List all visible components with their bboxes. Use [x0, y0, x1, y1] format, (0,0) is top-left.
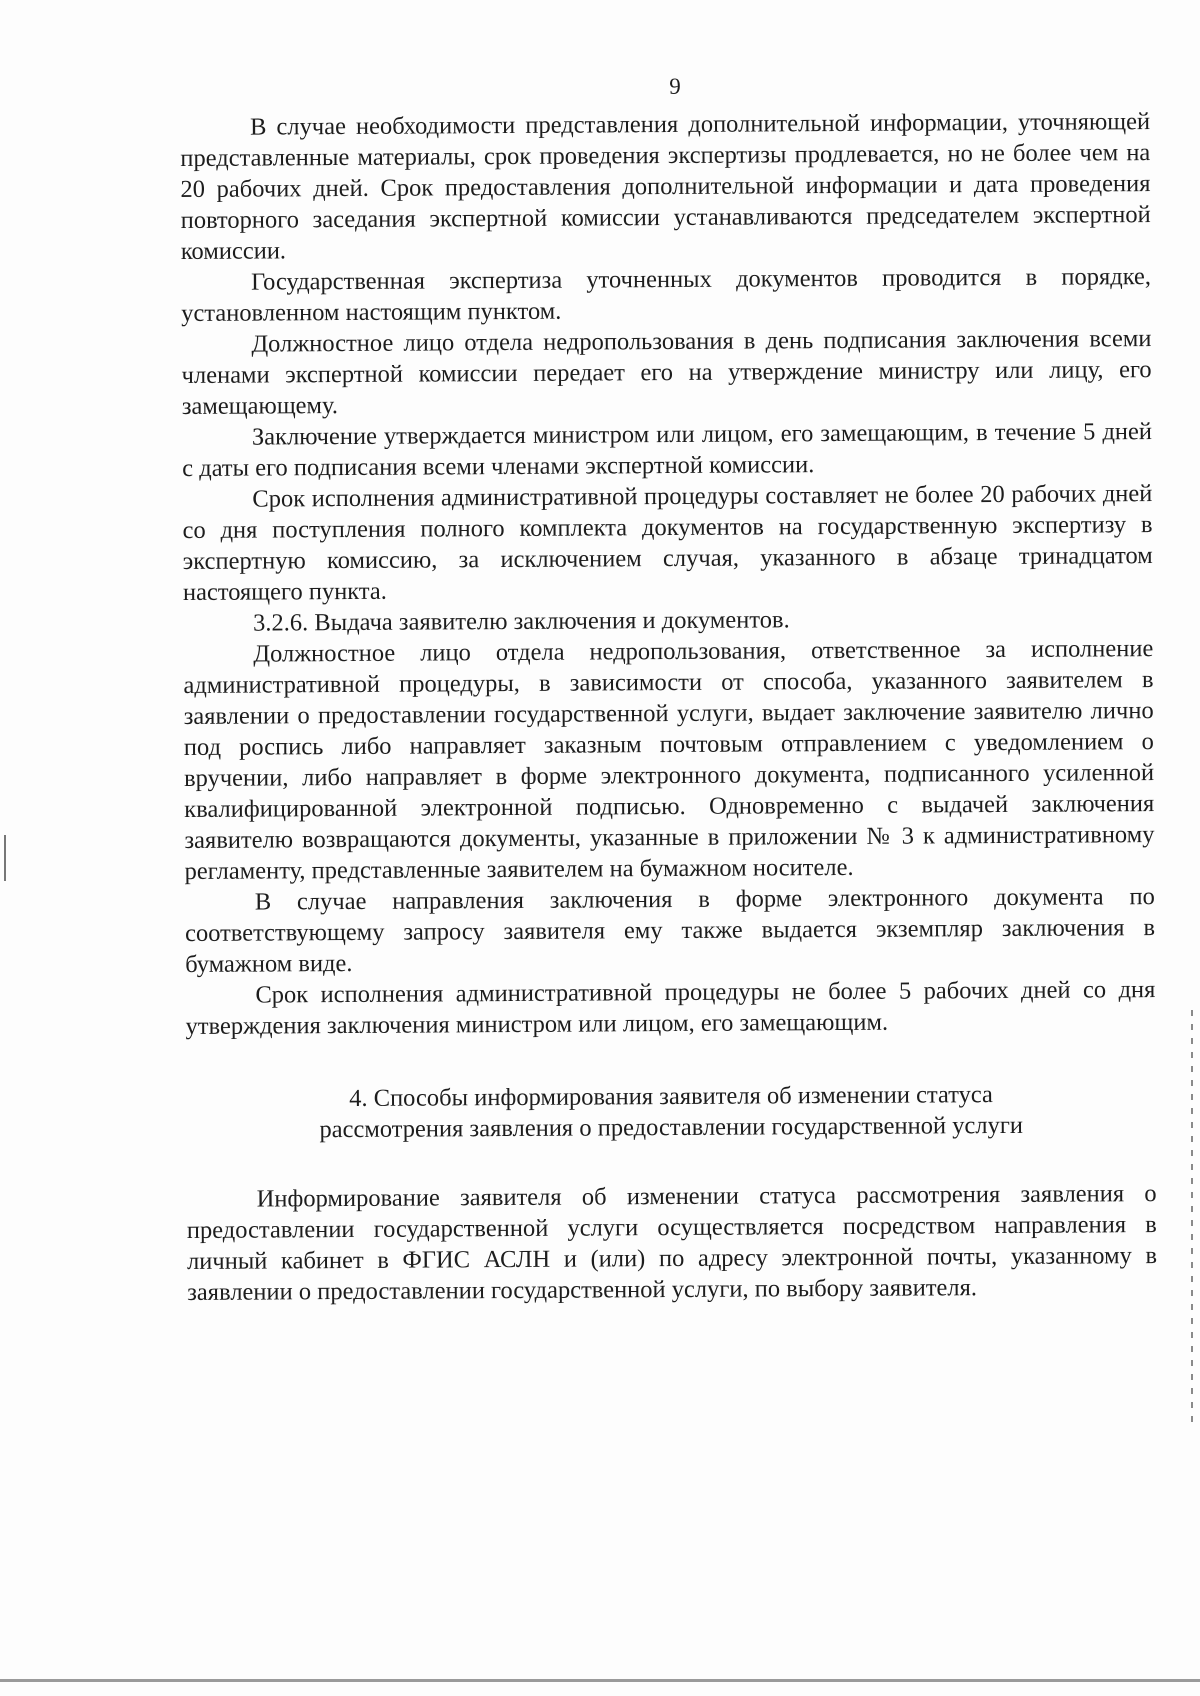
paragraph-approval: Заключение утверждается министром или лицом, его замещающим, в течение 5 дней с даты его подписания всеми членами экспертной комиссии.: [182, 418, 1153, 482]
paragraph-subsection-3-2-6: 3.2.6. Выдача заявителю заключения и документов.: [253, 606, 790, 637]
paragraph-official-transfer: Должностное лицо отдела недропользования в день подписания заключения всеми членами экспертной комиссии передает его на утверждение министру или лицу, его замещающему.: [181, 325, 1152, 420]
paragraph-issuance-term: Срок исполнения административной процедуры не более 5 рабочих дней со дня утверждения заключения министром или лицом, его замещающим.: [185, 976, 1156, 1040]
page-number: 9: [669, 74, 681, 99]
paragraph-additional-info: В случае необходимости представления дополнительной информации, уточняющей представленные материалы, срок проведения экспертизы продлевается, но не более чем на 20 рабочих дней. Срок предоставления дополнительной информации и дата проведения повторного заседания экспертной комиссии устанавливаются председателем экспертной комиссии.: [180, 108, 1151, 265]
section-heading-line-1: 4. Способы информирования заявителя об изменении статуса: [349, 1081, 993, 1112]
section-heading: [186, 1078, 1156, 1146]
paragraph-issuance: Должностное лицо отдела недропользования, ответственное за исполнение административной процедуры, в зависимости от способа, указанного заявителем в заявлении о предоставлении государственной услуги, выдает заключение заявителю лично под роспись либо направляет заказным почтовым отправлением с уведомлением о вручении, либо направляет в форме электронного документа, подписанного усиленной квалифицированной электронной подписью. Одновременно с выдачей заключения заявителю возвращаются документы, указанные в приложении № 3 к административному регламенту, представленные заявителем на бумажном носителе.: [183, 635, 1155, 885]
paragraph-clarified-docs: Государственная экспертиза уточненных документов проводится в порядке, установленном настоящим пунктом.: [181, 263, 1152, 327]
paragraph-electronic-copy: В случае направления заключения в форме электронного документа по соответствующему запросу заявителя ему также выдается экземпляр заключения в бумажном виде.: [184, 883, 1156, 978]
scan-artifact-right: [1191, 1010, 1193, 1430]
document-body: [180, 106, 1157, 1308]
scan-artifact-left: [4, 835, 6, 881]
paragraph-informing: Информирование заявителя об изменении статуса рассмотрения заявления о предоставлении государственной услуги осуществляется посредством направления в личный кабинет в ФГИС АСЛН и (или) по адресу электронной почты, указанному в заявлении о предоставлении государственной услуги, по выбору заявителя.: [186, 1180, 1158, 1306]
scan-edge-bottom: [0, 1679, 1200, 1682]
section-heading-line-2: рассмотрения заявления о предоставлении государственной услуги: [319, 1111, 1024, 1144]
paragraph-procedure-term: Срок исполнения административной процедуры составляет не более 20 рабочих дней со дня поступления полного комплекта документов на государственную экспертизу в экспертную комиссию, за исключением случая, указанного в абзаце тринадцатом настоящего пункта.: [182, 480, 1153, 606]
